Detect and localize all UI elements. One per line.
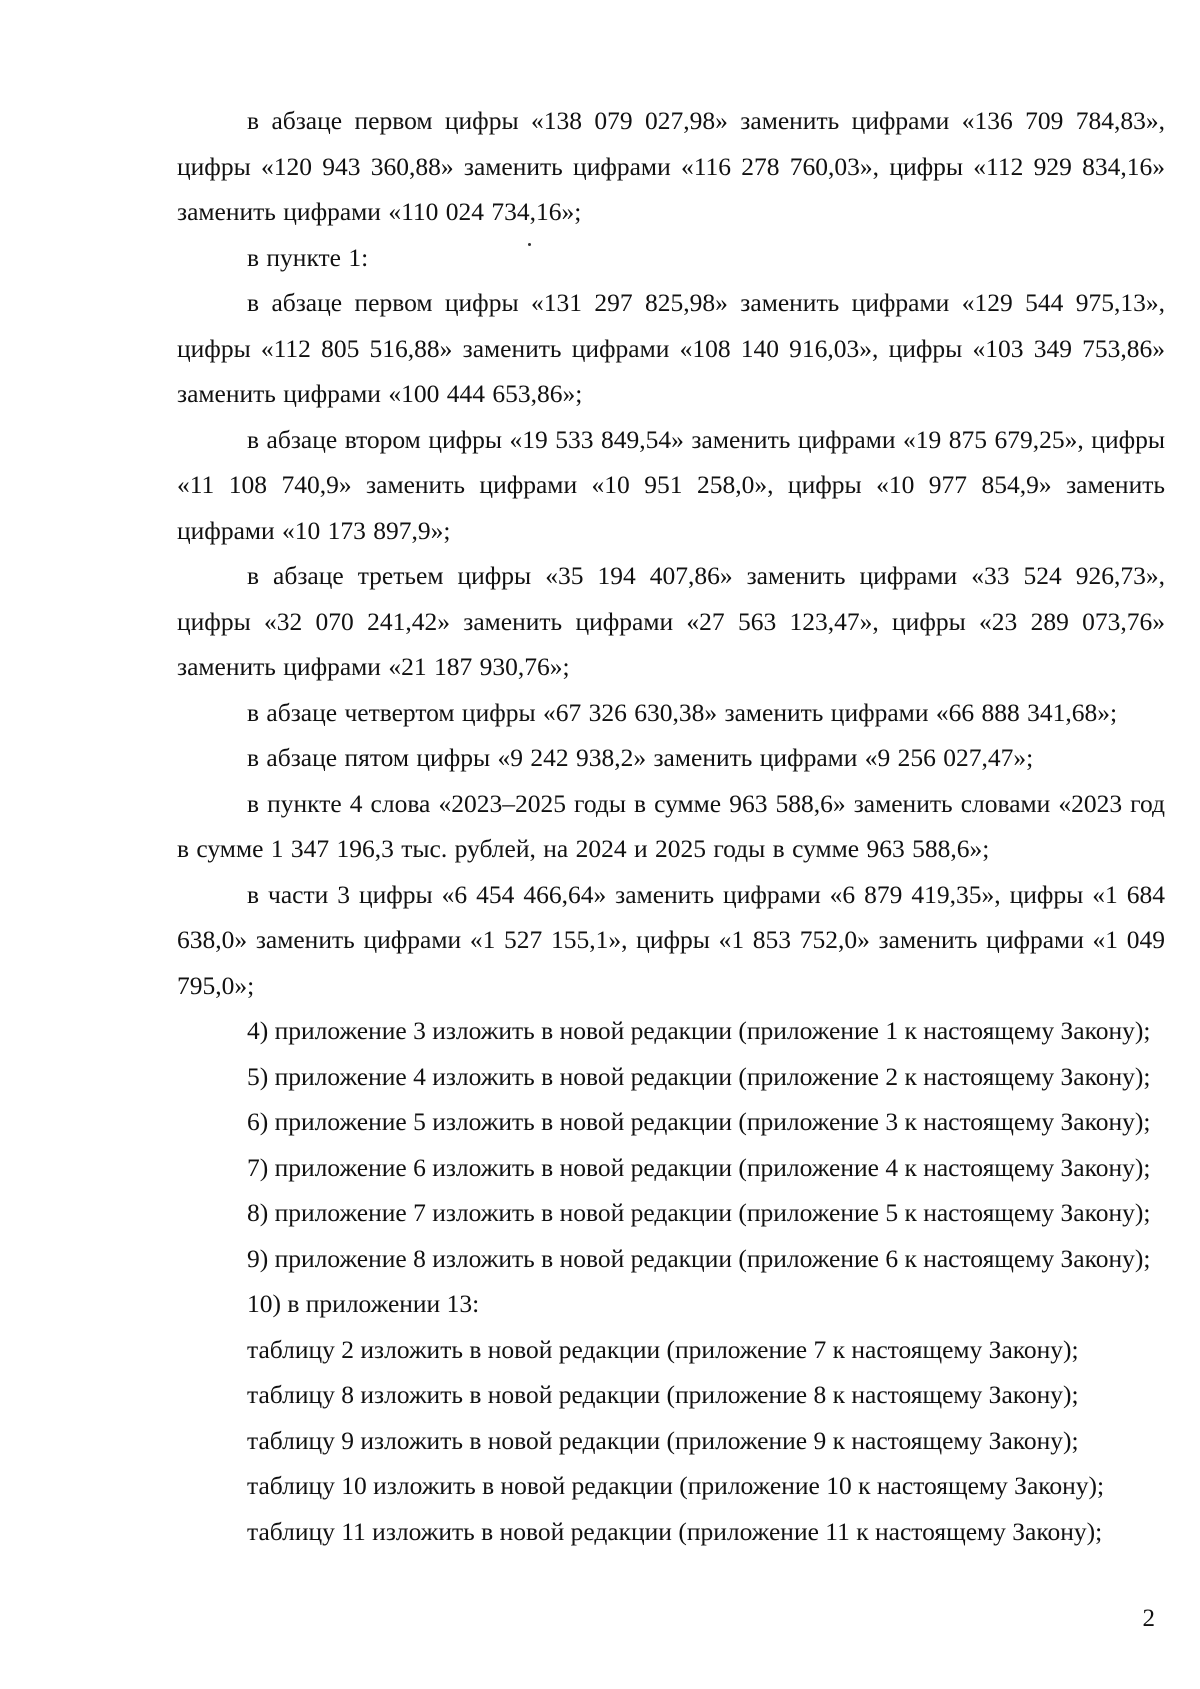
list-item-6: 6) приложение 5 изложить в новой редакции (приложение 3 к настоящему Закону); [247, 1107, 1151, 1136]
list-item-10: 10) в приложении 13: [247, 1289, 480, 1318]
list-item-9: 9) приложение 8 изложить в новой редакции (приложение 6 к настоящему Закону); [247, 1243, 1151, 1273]
table-2-item: таблицу 2 изложить в новой редакции (приложение 7 к настоящему Закону); [247, 1334, 1079, 1364]
list-item-4: 4) приложение 3 изложить в новой редакции (приложение 1 к настоящему Закону); [247, 1016, 1151, 1045]
paragraph-punkt-1-abzac-3: в абзаце третьем цифры «35 194 407,86» заменить цифрами «33 524 926,73», цифры «32 070 241,42» заменить цифрами «27 563 123,47», цифры «23 289 073,76» заменить цифрами «21 187 930,76»; [177, 561, 1165, 681]
page-number: 2 [1142, 1605, 1155, 1632]
table-8-item: таблицу 8 изложить в новой редакции (приложение 8 к настоящему Закону); [247, 1380, 1079, 1409]
table-11-item: таблицу 11 изложить в новой редакции (приложение 11 к настоящему Закону); [247, 1516, 1103, 1546]
list-item-7: 7) приложение 6 изложить в новой редакции (приложение 4 к настоящему Закону); [247, 1152, 1151, 1182]
paragraph-chast-3: в части 3 цифры «6 454 466,64» заменить цифрами «6 879 419,35», цифры «1 684 638,0» заменить цифрами «1 527 155,1», цифры «1 853 752,0» заменить цифрами «1 049 795,0»; [177, 879, 1165, 1000]
document-body [177, 98, 1165, 1554]
table-10-item: таблицу 10 изложить в новой редакции (приложение 10 к настоящему Закону); [247, 1471, 1105, 1500]
list-item-5: 5) приложение 4 изложить в новой редакции (приложение 2 к настоящему Закону); [247, 1061, 1151, 1091]
paragraph-punkt-1-abzac-1: в абзаце первом цифры «131 297 825,98» заменить цифрами «129 544 975,13», цифры «112 805 516,88» заменить цифрами «108 140 916,03», цифры «103 349 753,86» заменить цифрами «100 444 653,86»; [177, 288, 1165, 408]
list-item-8: 8) приложение 7 изложить в новой редакции (приложение 5 к настоящему Закону); [247, 1198, 1151, 1227]
paragraph-amend-first-abzac: в абзаце первом цифры «138 079 027,98» заменить цифрами «136 709 784,83», цифры «120 943 360,88» заменить цифрами «116 278 760,03», цифры «112 929 834,16» заменить цифрами «110 024 734,16»; [177, 106, 1165, 226]
paragraph-punkt-1-abzac-5: в абзаце пятом цифры «9 242 938,2» заменить цифрами «9 256 027,47»; [247, 743, 1034, 772]
paragraph-punkt-1-abzac-4: в абзаце четвертом цифры «67 326 630,38» заменить цифрами «66 888 341,68»; [247, 697, 1118, 727]
table-9-item: таблицу 9 изложить в новой редакции (приложение 9 к настоящему Закону); [247, 1425, 1079, 1455]
paragraph-punkt-4: в пункте 4 слова «2023–2025 годы в сумме 963 588,6» заменить словами «2023 год в сумме 1 347 196,3 тыс. рублей, на 2024 и 2025 годы в сумме 963 588,6»; [177, 788, 1165, 863]
paragraph-punkt-1: в пункте 1: [247, 242, 369, 272]
paragraph-punkt-1-abzac-2: в абзаце втором цифры «19 533 849,54» заменить цифрами «19 875 679,25», цифры «11 108 740,9» заменить цифрами «10 951 258,0», цифры «10 977 854,9» заменить цифрами «10 173 897,9»; [177, 424, 1165, 545]
